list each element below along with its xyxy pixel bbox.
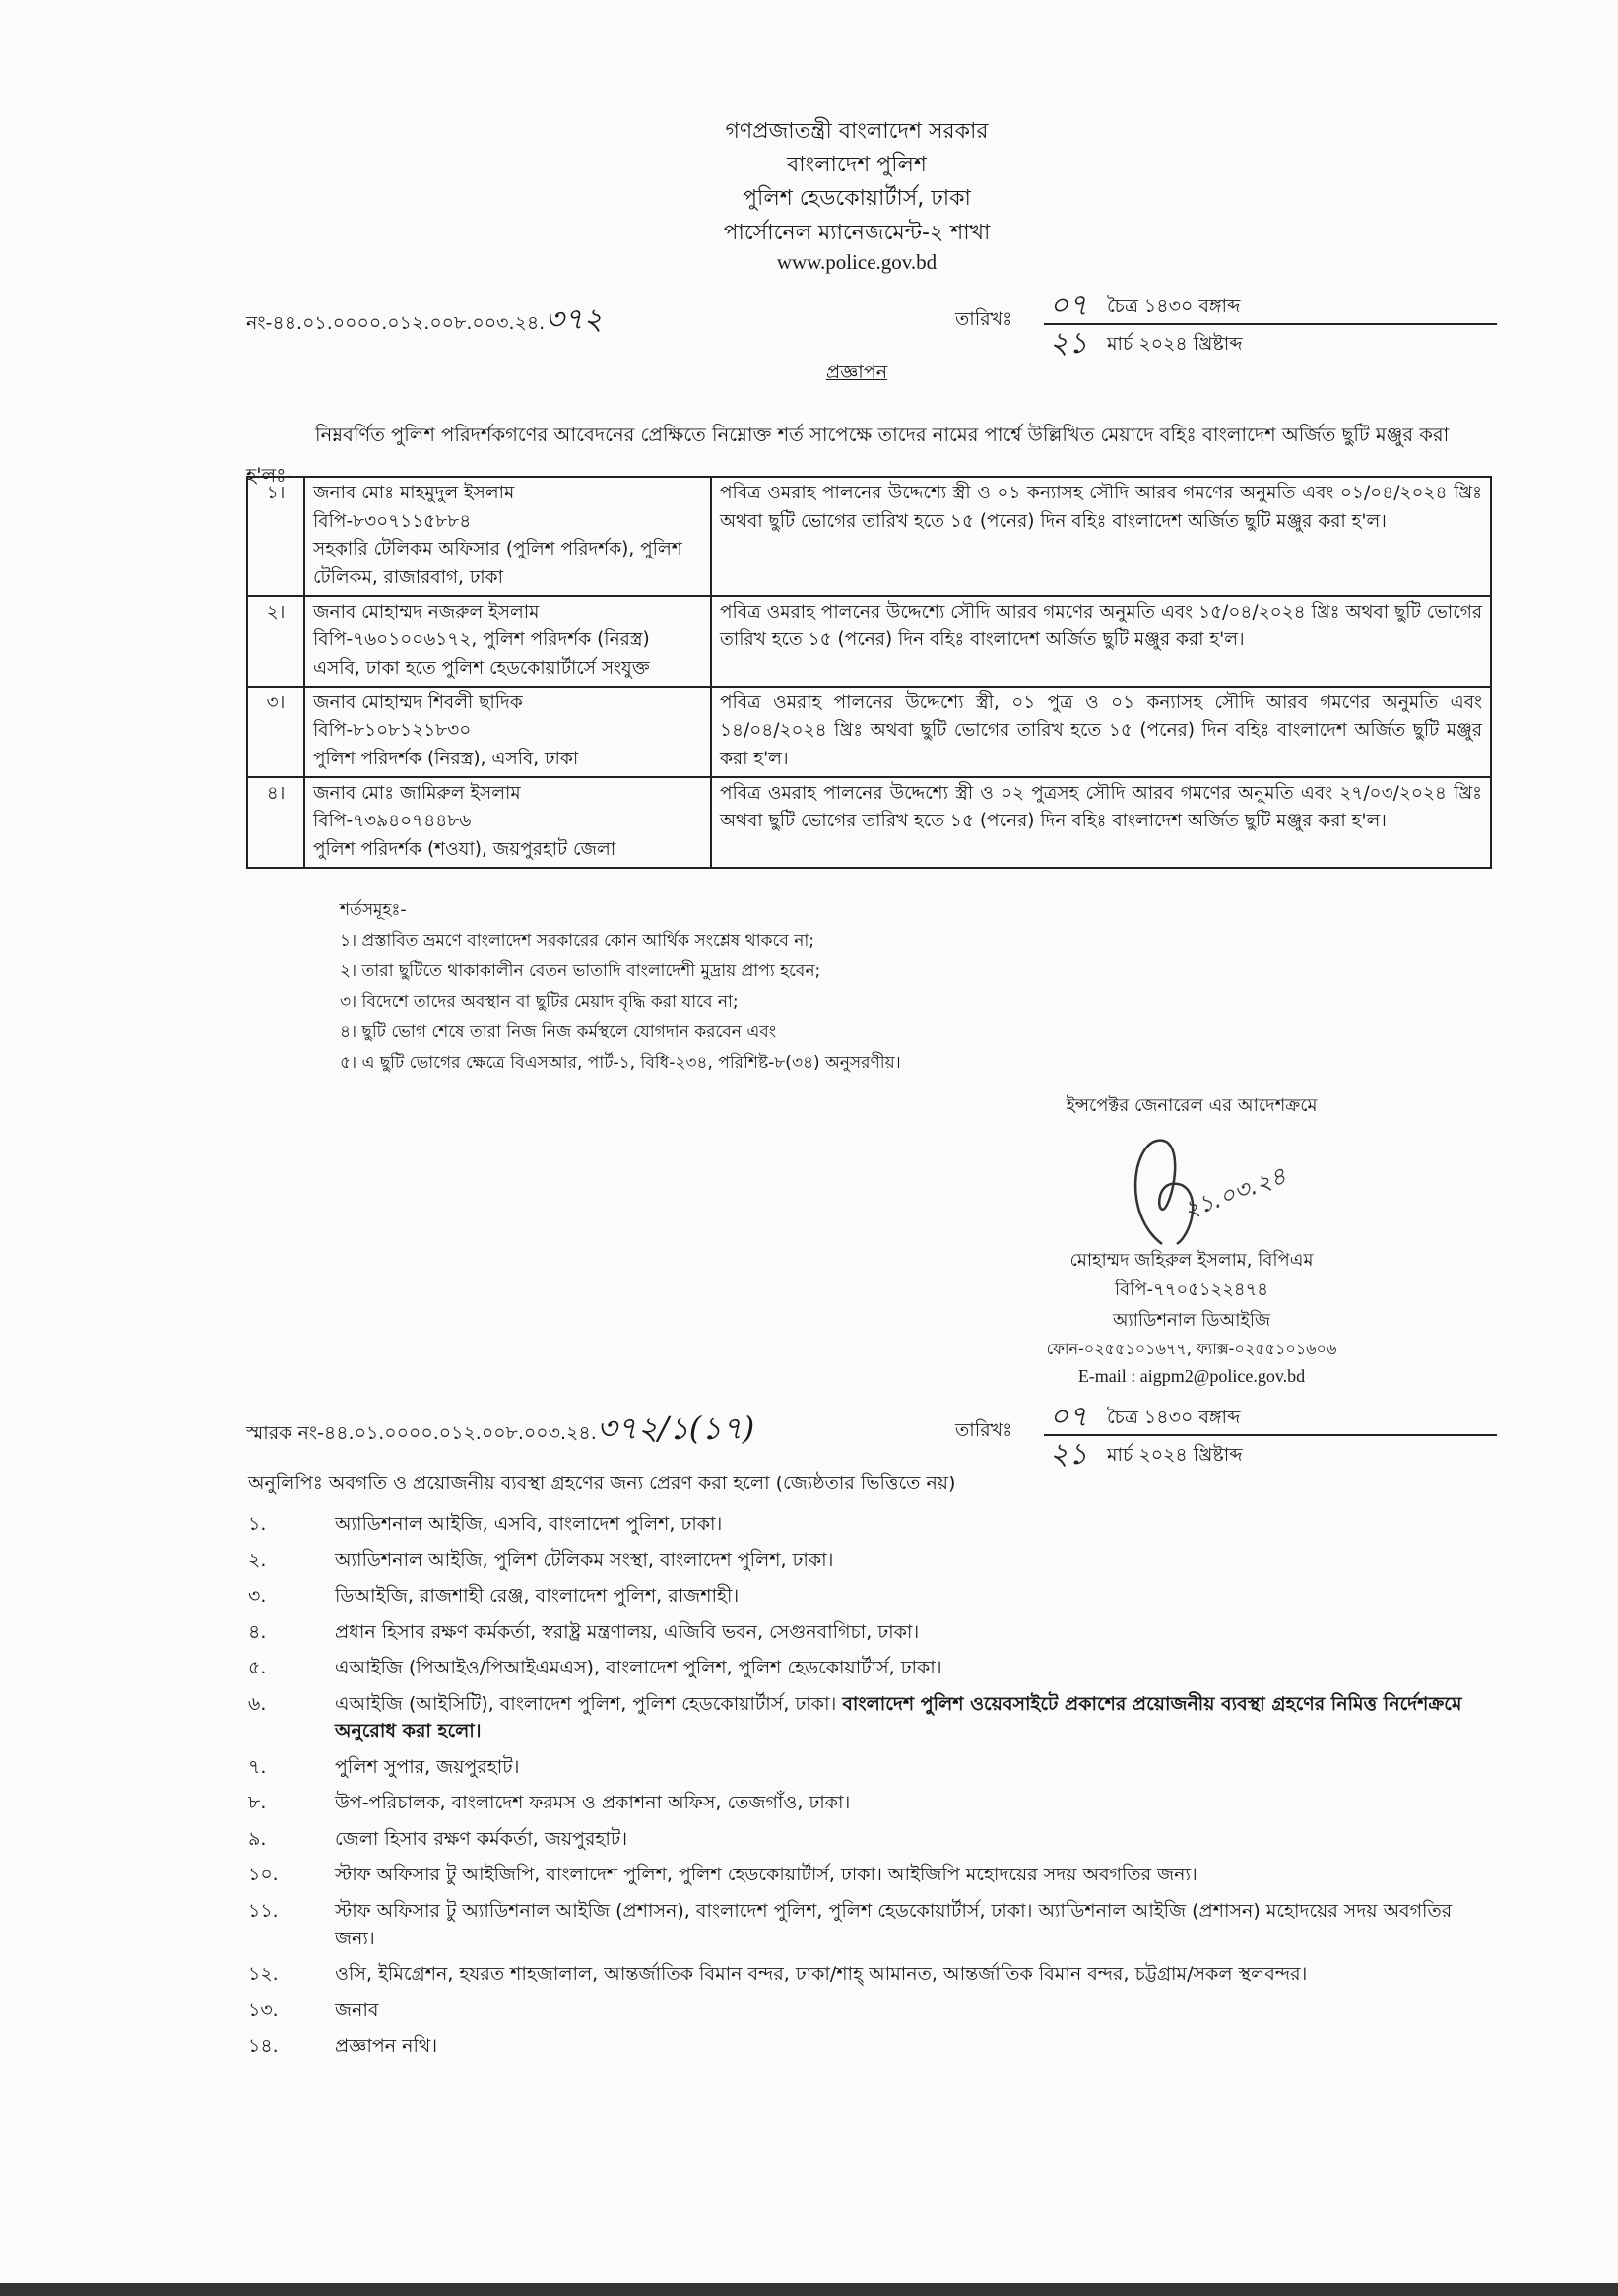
office-name: পুলিশ হেডকোয়ার্টার্স, ঢাকা <box>743 186 971 211</box>
intro-paragraph: নিম্নবর্ণিত পুলিশ পরিদর্শকগণের আবেদনের প্রেক্ষিতে নিম্নোক্ত শর্ত সাপেক্ষে তাদের নামের পার্শ্বে উল্লিখিত মেয়াদে বহিঃ বাংলাদেশ অর্জিত ছুটি মঞ্জুর করা হ'লঃ- <box>246 424 1450 487</box>
row-number: ১। <box>247 477 304 596</box>
item-bold-text: বাংলাদেশ পুলিশ ওয়েবসাইটে প্রকাশের প্রয়োজনীয় ব্যবস্থা গ্রহণের নিমিত্ত নির্দেশক্রমে অনুরোধ করা হলো। <box>335 1692 1462 1742</box>
item-text: ওসি, ইমিগ্রেশন, হযরত শাহজালাল, আন্তর্জাতিক বিমান বন্দর, ঢাকা/শাহ্ আমানত, আন্তর্জাতিক বিমান বন্দর, চট্টগ্রাম/সকল স্থলবন্দর। <box>335 1963 1308 1986</box>
item-text-wrap <box>335 1547 833 1575</box>
order-line: ইন্সপেক্টর জেনারেল এর আদেশক্রমে <box>1066 1095 1318 1116</box>
item-text: স্টাফ অফিসার টু আইজিপি, বাংলাদেশ পুলিশ, পুলিশ হেডকোয়ার্টার্স, ঢাকা। আইজিপি মহোদয়ের সদয় অবগতির জন্য। <box>335 1864 1197 1886</box>
dept-name: বাংলাদেশ পুলিশ <box>787 153 927 177</box>
leave-details: পবিত্র ওমরাহ পালনের উদ্দেশ্যে স্ত্রী, ০১ পুত্র ও ০১ কন্যাসহ সৌদি আরব গমণের অনুমতি এবং ১৪/০৪/২০২৪ খ্রিঃ অথবা ছুটি ভোগের তারিখ হতে ১৫ (পনের) দিন বহিঃ বাংলাদেশ অর্জিত ছুটি মঞ্জুর করা হ'ল। <box>711 687 1491 777</box>
signature-block <box>985 1091 1398 1387</box>
list-item <box>248 1583 1489 1610</box>
officer-name: জনাব মোঃ মাহমুদুল ইসলাম <box>313 483 515 503</box>
item-number: ৭. <box>248 1755 267 1778</box>
english-date: মার্চ ২০২৪ খ্রিষ্টাব্দ <box>1107 1443 1243 1466</box>
item-text-wrap <box>335 1790 850 1817</box>
item-text: এআইজি (আইসিটি), বাংলাদেশ পুলিশ, পুলিশ হেডকোয়ার্টার্স, ঢাকা। <box>335 1692 837 1715</box>
contact-email[interactable]: E-mail : aigpm2@police.gov.bd <box>1077 1366 1306 1386</box>
officer-designation: পুলিশ পরিদর্শক (নিরস্ত্র), এসবি, ঢাকা <box>313 749 579 770</box>
item-text: পুলিশ সুপার, জয়পুরহাট। <box>335 1755 520 1778</box>
officer-designation: এসবি, ঢাকা হতে পুলিশ হেডকোয়ার্টার্সে সংযুক্ত <box>313 658 650 680</box>
item-number: ১১. <box>248 1900 279 1923</box>
list-item <box>248 1547 1489 1575</box>
leave-details: পবিত্র ওমরাহ পালনের উদ্দেশ্যে সৌদি আরব গমণের অনুমতি এবং ১৫/০৪/২০২৪ খ্রিঃ অথবা ছুটি ভোগের তারিখ হতে ১৫ (পনের) দিন বহিঃ বাংলাদেশ অর্জিত ছুটি মঞ্জুর করা হ'ল। <box>711 596 1491 687</box>
list-item <box>248 1790 1489 1817</box>
reference-number <box>246 300 603 339</box>
condition-item: ২। তারা ছুটিতে থাকাকালীন বেতন ভাতাদি বাংলাদেশী মুদ্রায় প্রাপ্য হবেন; <box>340 961 821 981</box>
list-item <box>248 1511 1489 1539</box>
list-item <box>248 1619 1489 1647</box>
item-text: প্রধান হিসাব রক্ষণ কর্মকর্তা, স্বরাষ্ট্র মন্ত্রণালয়, এজিবি ভবন, সেগুনবাগিচা, ঢাকা। <box>335 1620 920 1643</box>
govt-name: গণপ্রজাতন্ত্রী বাংলাদেশ সরকার <box>725 119 989 144</box>
row-number: ২। <box>247 596 304 687</box>
bangla-date: চৈত্র ১৪৩০ বঙ্গাব্দ <box>1107 295 1241 317</box>
memo-text: স্মারক নং-৪৪.০১.০০০০.০১২.০০৮.০০৩.২৪. <box>246 1422 597 1444</box>
condition-item: ৩। বিদেশে তাদের অবস্থান বা ছুটির মেয়াদ বৃদ্ধি করা যাবে না; <box>340 992 739 1012</box>
item-text-wrap <box>335 1998 378 2025</box>
table-row <box>247 777 1491 868</box>
list-item <box>248 2033 1489 2061</box>
list-item <box>248 1691 1489 1745</box>
condition-item: ১। প্রস্তাবিত ভ্রমণে বাংলাদেশ সরকারের কোন আর্থিক সংশ্লেষ থাকবে না; <box>340 931 815 951</box>
item-number: ১২. <box>248 1963 279 1986</box>
officer-bp: বিপি-৮৩০৭১১৫৮৮৪ <box>313 510 472 532</box>
table-row <box>247 687 1491 777</box>
leave-details: পবিত্র ওমরাহ পালনের উদ্দেশ্যে স্ত্রী ও ০২ পুত্রসহ সৌদি আরব গমণের অনুমতি এবং ২৭/০৩/২০২৪ খ্রিঃ অথবা ছুটি ভোগের তারিখ হতে ১৫ (পনের) দিন বহিঃ বাংলাদেশ অর্জিত ছুটি মঞ্জুর করা হ'ল। <box>711 777 1491 868</box>
english-date: মার্চ ২০২৪ খ্রিষ্টাব্দ <box>1107 332 1243 355</box>
table-row <box>247 477 1491 596</box>
item-number: ৯. <box>248 1827 267 1850</box>
officer-name: জনাব মোহাম্মদ নজরুল ইসলাম <box>313 601 540 623</box>
officer-cell <box>304 777 711 868</box>
list-item <box>248 1655 1489 1682</box>
officer-bp: বিপি-৭৬০১০০৬১৭২, পুলিশ পরিদর্শক (নিরস্ত্র) <box>313 629 650 651</box>
officer-designation: সহকারি টেলিকম অফিসার (পুলিশ পরিদর্শক), পুলিশ টেলিকম, রাজারবাগ, ঢাকা <box>313 539 682 589</box>
item-text: অ্যাডিশনাল আইজি, পুলিশ টেলিকম সংস্থা, বাংলাদেশ পুলিশ, ঢাকা। <box>335 1548 834 1571</box>
bangla-day: ০৭ <box>1049 1399 1088 1434</box>
conditions <box>340 899 901 1082</box>
item-text-wrap <box>335 1511 722 1539</box>
officer-designation: পুলিশ পরিদর্শক (শওযা), জয়পুরহাট জেলা <box>313 839 616 861</box>
signatory-name: মোহাম্মদ জহিরুল ইসলাম, বিপিএম <box>1069 1250 1314 1271</box>
officer-bp: বিপি-৮১০৮১২১৮৩০ <box>313 720 472 742</box>
item-text: স্টাফ অফিসার টু অ্যাডিশনাল আইজি (প্রশাসন), বাংলাদেশ পুলিশ, পুলিশ হেডকোয়ার্টার্স, ঢাকা। অ্যাডিশনাল আইজি (প্রশাসন) মহোদয়ের সদয় অবগতির জন্য। <box>335 1900 1453 1949</box>
table-row <box>247 596 1491 687</box>
website: www.police.gov.bd <box>776 250 938 274</box>
item-text: এআইজি (পিআইও/পিআইএমএস), বাংলাদেশ পুলিশ, পুলিশ হেডকোয়ার্টার্স, ঢাকা। <box>335 1657 942 1679</box>
officer-name: জনাব মোঃ জামিরুল ইসলাম <box>313 782 521 804</box>
item-number: ৮. <box>248 1792 267 1814</box>
list-item <box>248 1961 1489 1989</box>
page-title: প্রজ্ঞাপন <box>825 361 888 383</box>
item-number: ১৪. <box>248 2035 279 2058</box>
copy-heading: অনুলিপিঃ অবগতি ও প্রয়োজনীয় ব্যবস্থা গ্রহণের জন্য প্রেরণ করা হলো (জ্যেষ্ঠতার ভিত্তিতে নয়) <box>248 1473 956 1494</box>
item-number: ২. <box>248 1548 267 1571</box>
memo-number <box>246 1409 754 1450</box>
item-text-wrap <box>335 1655 942 1682</box>
officer-bp: বিপি-৭৩৯৪০৭৪৪৮৬ <box>313 811 472 832</box>
item-text: প্রজ্ঞাপন নথি। <box>335 2035 438 2058</box>
officer-name: জনাব মোহাম্মদ শিবলী ছাদিক <box>313 691 523 713</box>
item-text: অ্যাডিশনাল আইজি, এসবি, বাংলাদেশ পুলিশ, ঢাকা। <box>335 1513 723 1535</box>
item-text-wrap <box>335 1862 1197 1889</box>
date-block <box>955 288 1497 361</box>
bangla-date: চৈত্র ১৪৩০ বঙ্গাব্দ <box>1107 1406 1241 1428</box>
item-number: ১. <box>248 1513 267 1535</box>
item-text-wrap <box>335 1619 919 1647</box>
item-text-wrap <box>335 1826 627 1854</box>
list-item <box>248 1826 1489 1854</box>
item-text: জেলা হিসাব রক্ষণ কর্মকর্তা, জয়পুরহাট। <box>335 1827 628 1850</box>
item-text-wrap <box>335 2033 437 2061</box>
item-number: ১০. <box>248 1864 279 1886</box>
condition-item: ৫। এ ছুটি ভোগের ক্ষেত্রে বিএসআর, পার্ট-১, বিধি-২৩৪, পরিশিষ্ট-৮(৩৪) অনুসরণীয়। <box>340 1053 901 1073</box>
date-divider <box>1044 323 1497 325</box>
date-label: তারিখঃ <box>955 1419 1013 1441</box>
item-number: ৬. <box>248 1692 267 1715</box>
copy-list <box>248 1470 1489 2069</box>
item-text: উপ-পরিচালক, বাংলাদেশ ফরমস ও প্রকাশনা অফিস, তেজগাঁও, ঢাকা। <box>335 1792 851 1814</box>
item-text-wrap <box>335 1583 739 1610</box>
memo-handwritten: ৩৭২/১(১৭) <box>596 1410 755 1447</box>
contact-phone: ফোন-০২৫৫১০১৬৭৭, ফ্যাক্স-০২৫৫১০১৬০৬ <box>1046 1340 1337 1358</box>
item-text: ডিআইজি, রাজশাহী রেঞ্জ, বাংলাদেশ পুলিশ, রাজশাহী। <box>335 1585 740 1607</box>
list-item <box>248 1998 1489 2025</box>
handwritten-number: ৩৭২ <box>545 302 603 337</box>
list-item <box>248 1754 1489 1782</box>
english-day: ২১ <box>1049 1436 1088 1472</box>
signatory-bp: বিপি-৭৭০৫১২২৪৭৪ <box>1115 1279 1268 1300</box>
signature-area <box>1083 1126 1300 1254</box>
item-number: ৩. <box>248 1585 267 1607</box>
date-label: তারিখঃ <box>955 308 1013 330</box>
english-day: ২১ <box>1049 325 1088 361</box>
leave-details: পবিত্র ওমরাহ পালনের উদ্দেশ্যে স্ত্রী ও ০১ কন্যাসহ সৌদি আরব গমণের অনুমতি এবং ০১/০৪/২০২৪ খ্রিঃ অথবা ছুটি ভোগের তারিখ হতে ১৫ (পনের) দিন বহিঃ বাংলাদেশ অর্জিত ছুটি মঞ্জুর করা হ'ল। <box>711 477 1491 596</box>
scan-edge <box>0 2283 1618 2296</box>
item-text-wrap <box>335 1754 519 1782</box>
row-number: ৪। <box>247 777 304 868</box>
signature-date: ২১.০৩.২৪ <box>1179 1161 1290 1224</box>
item-text-wrap <box>335 1691 1489 1745</box>
header <box>0 114 1618 275</box>
bangla-day: ০৭ <box>1049 288 1088 323</box>
item-number: ১৩. <box>248 1999 279 2021</box>
branch-name: পার্সোনেল ম্যানেজমেন্ট-২ শাখা <box>723 221 991 245</box>
leave-table <box>246 476 1492 869</box>
memo-date-block <box>955 1399 1497 1472</box>
row-number: ৩। <box>247 687 304 777</box>
reference-text: নং-৪৪.০১.০০০০.০১২.০০৮.০০৩.২৪. <box>246 312 546 334</box>
signatory-designation: অ্যাডিশনাল ডিআইজি <box>1112 1310 1271 1331</box>
conditions-heading: শর্তসমূহঃ- <box>340 900 407 920</box>
item-text-wrap <box>335 1961 1307 1989</box>
officer-cell <box>304 687 711 777</box>
date-divider <box>1044 1434 1497 1436</box>
officer-cell <box>304 596 711 687</box>
condition-item: ৪। ছুটি ভোগ শেষে তারা নিজ নিজ কর্মস্থলে যোগদান করবেন এবং <box>340 1022 777 1042</box>
item-number: ৪. <box>248 1620 267 1643</box>
list-item <box>248 1862 1489 1889</box>
item-text-wrap <box>335 1898 1489 1952</box>
list-item <box>248 1898 1489 1952</box>
item-number: ৫. <box>248 1657 267 1679</box>
officer-cell <box>304 477 711 596</box>
item-text: জনাব <box>335 1999 379 2021</box>
